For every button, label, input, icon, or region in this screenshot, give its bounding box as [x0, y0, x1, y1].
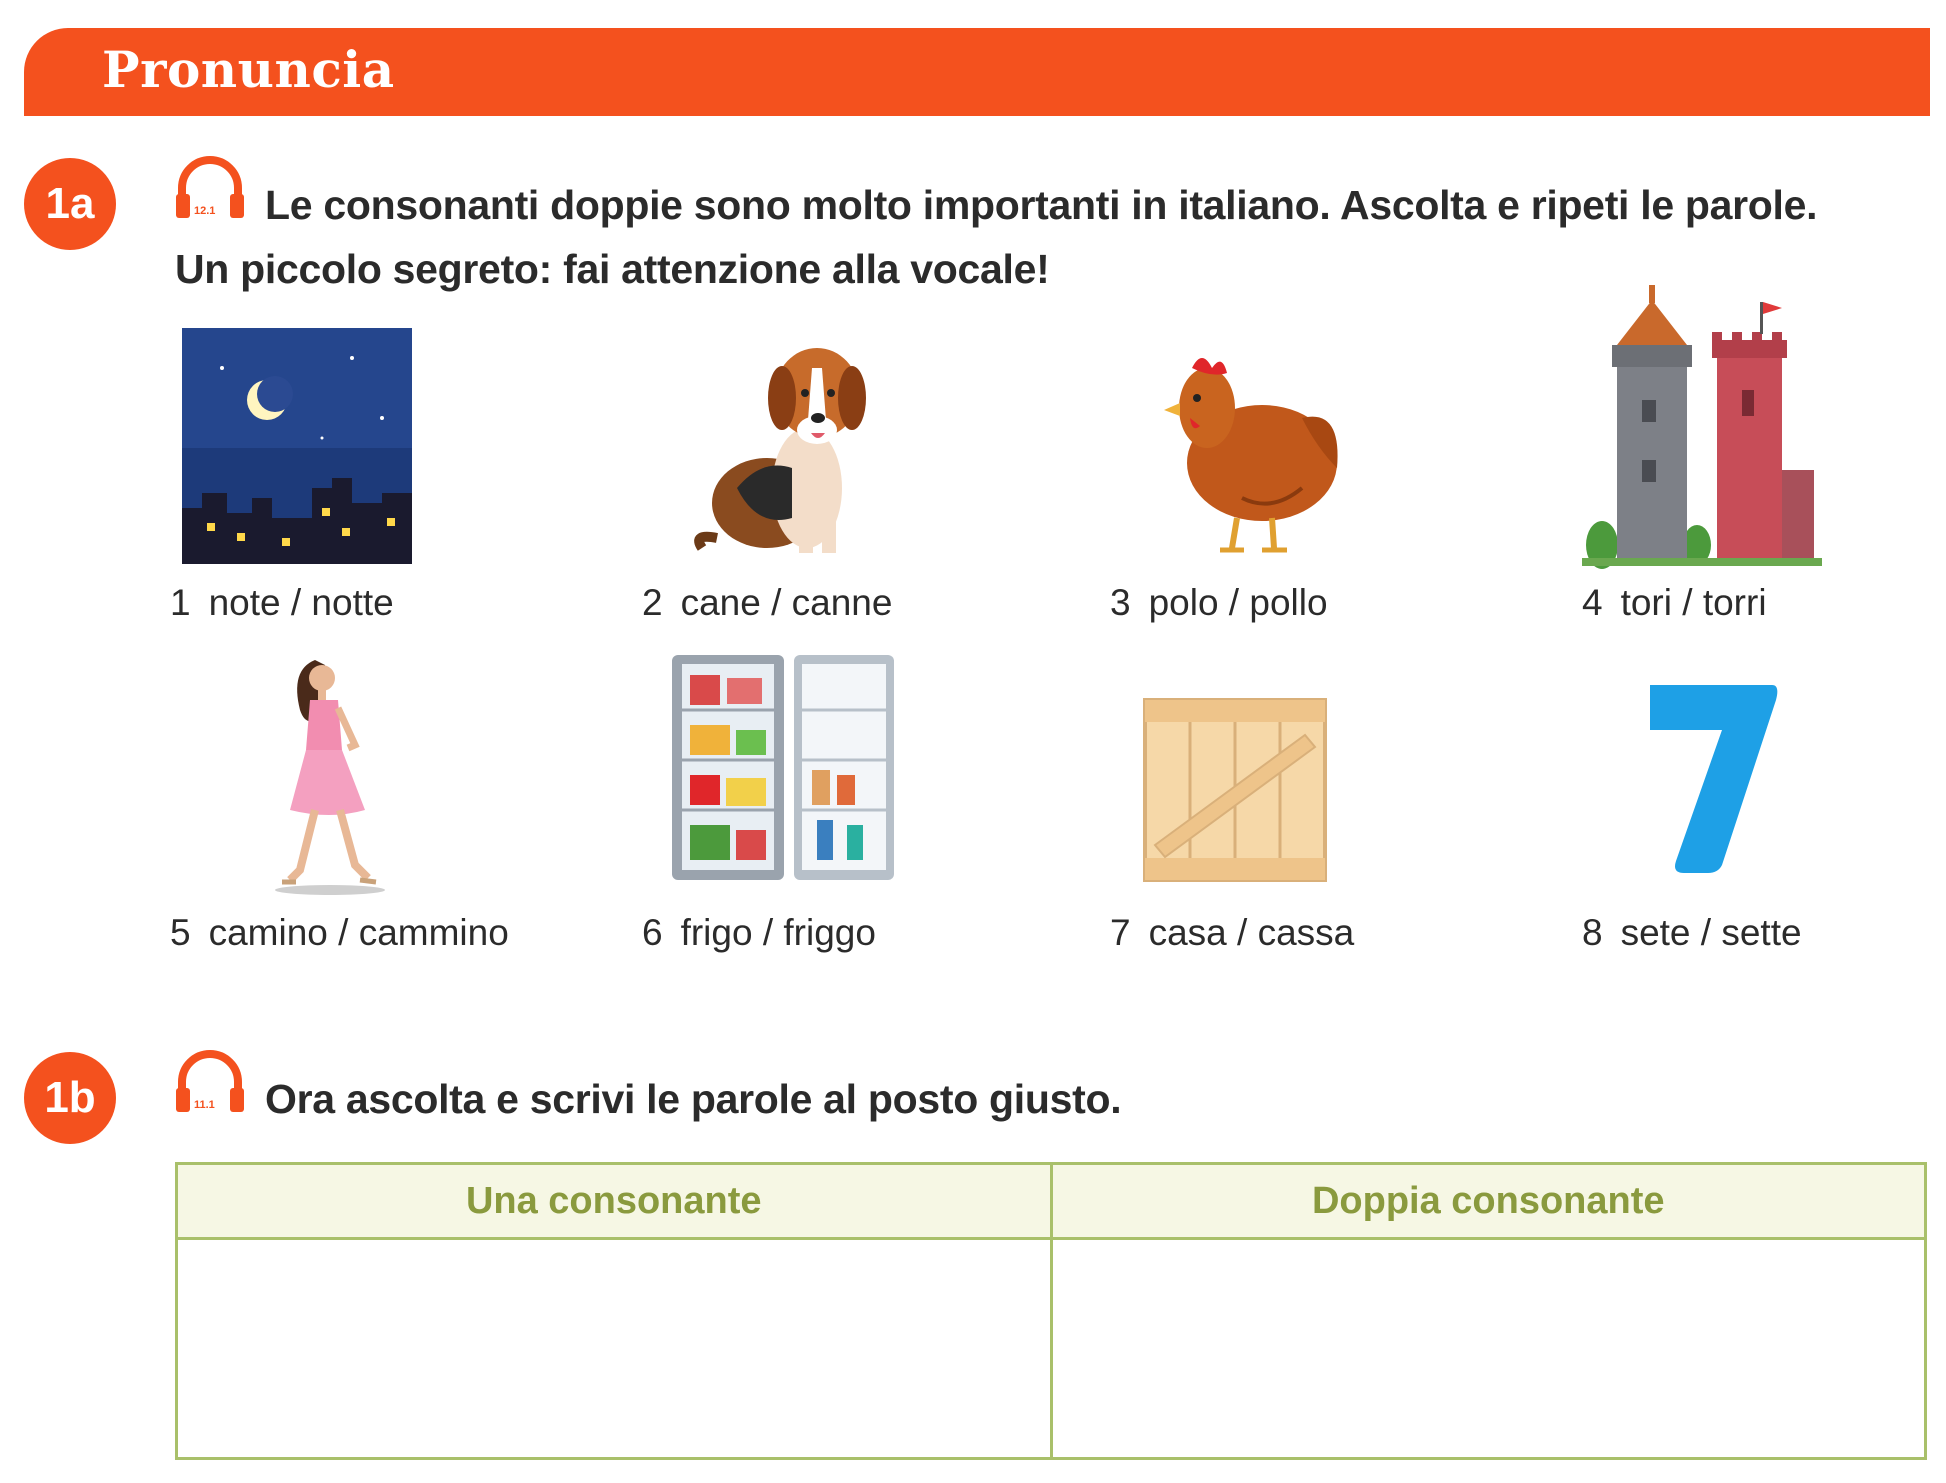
column-header-double: Doppia consonante [1051, 1164, 1926, 1239]
word-pair-caption: 4 tori / torri [1582, 582, 1767, 623]
towers-icon [1582, 280, 1822, 570]
wooden-crate-icon [1140, 695, 1330, 885]
word-pair-caption: 6 frigo / friggo [642, 912, 876, 953]
section-title: Pronuncia [102, 40, 395, 99]
word-pair-caption: 5 camino / cammino [170, 912, 509, 953]
word-pair-caption: 2 cane / canne [642, 582, 893, 623]
instruction-line-2: Un piccolo segreto: fai attenzione alla vocale! [175, 246, 1050, 292]
word-pair-caption: 8 sete / sette [1582, 912, 1802, 953]
word-pair-caption: 7 casa / cassa [1110, 912, 1355, 953]
instruction-line-1: Le consonanti doppie sono molto importanti in italiano. Ascolta e ripeti le parole. [265, 182, 1818, 228]
night-city-icon [182, 328, 412, 564]
exercise-badge-1b: 1b [24, 1052, 116, 1144]
section-header [24, 28, 1930, 116]
word-pair-caption: 3 polo / pollo [1110, 582, 1328, 623]
word-pair-caption: 1 note / notte [170, 582, 394, 623]
chicken-icon [1152, 338, 1352, 558]
column-header-single: Una consonante [177, 1164, 1052, 1239]
answer-cell-single[interactable] [177, 1239, 1052, 1459]
track-number: 12.1 [194, 205, 216, 217]
answer-cell-double[interactable] [1051, 1239, 1926, 1459]
instruction-1b: Ora ascolta e scrivi le parole al posto giusto. [265, 1076, 1122, 1122]
dog-icon [687, 338, 887, 558]
number-seven-icon [1642, 675, 1782, 875]
walking-woman-icon [260, 650, 410, 900]
word-sort-table [175, 1162, 1927, 1460]
exercise-badge-1a: 1a [24, 158, 116, 250]
fridge-icon [662, 650, 902, 890]
word-pairs-grid [170, 320, 1930, 1000]
track-number: 11.1 [194, 1099, 215, 1111]
